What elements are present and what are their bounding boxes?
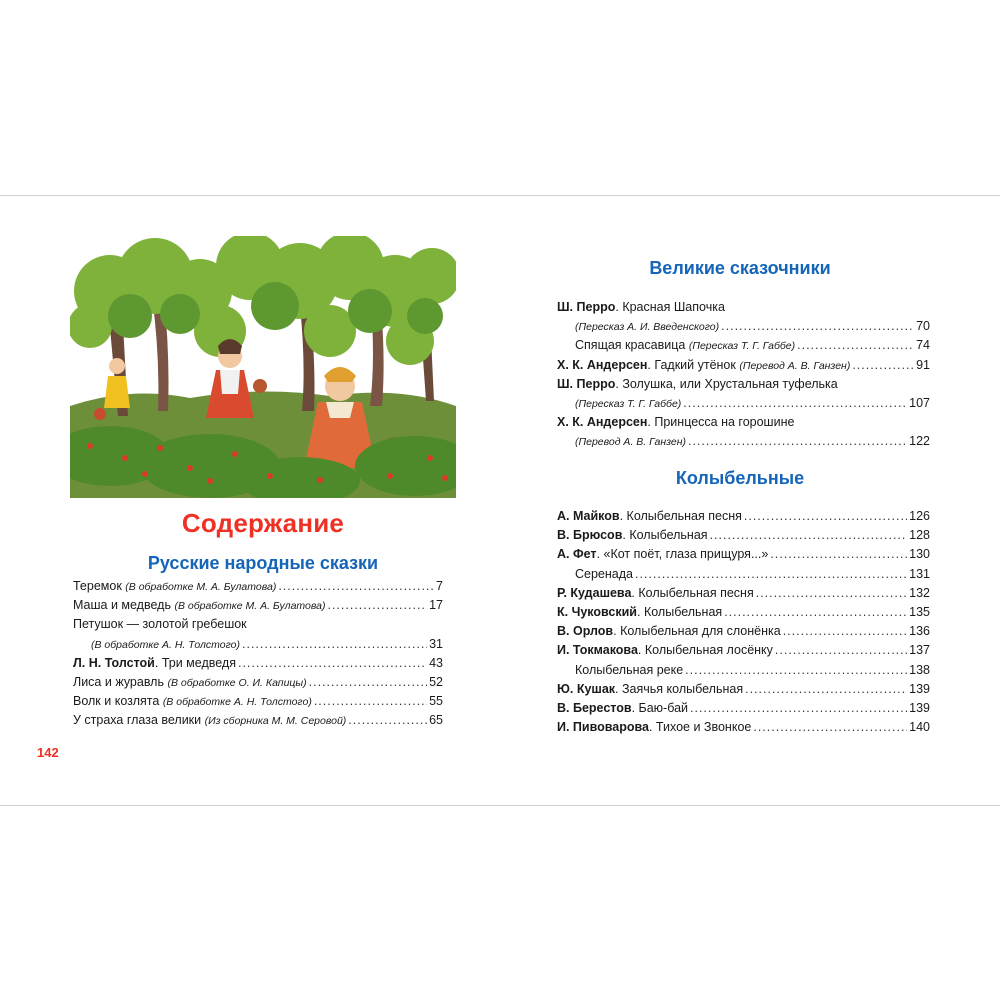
toc-page-number: 70 (916, 319, 930, 334)
toc-title: Теремок (73, 579, 122, 593)
toc-entry: И. Пивоварова. Тихое и Звонкое ..... 140 (557, 718, 930, 737)
toc-note: (В обработке А. Н. Толстого) (162, 696, 312, 709)
toc-entry: Р. Кудашева. Колыбельная песня ..... 132 (557, 584, 930, 603)
toc-page-number: 131 (909, 566, 930, 581)
toc-author: А. Майков (557, 509, 620, 523)
page-number: 142 (37, 745, 59, 760)
toc-author: В. Брюсов (557, 528, 623, 543)
toc-entry: В. Берестов. Баю-бай ..... 139 (557, 699, 930, 718)
toc-note: (В обработке М. А. Булатова) (174, 600, 326, 613)
toc-entry (557, 432, 930, 451)
dot-leader (775, 641, 907, 660)
toc-entry: Ш. Перро. Красная Шапочка (557, 300, 725, 314)
toc-note: (Пересказ Т. Г. Габбе) (575, 397, 682, 410)
toc-entry (557, 661, 930, 680)
section-title-folk-tales: Русские народные сказки (147, 553, 379, 573)
toc-title: Красная Шапочка (622, 300, 725, 314)
toc-entry: Ю. Кушак. Заячья колыбельная ..... 139 (557, 680, 930, 699)
toc-entry (73, 635, 443, 654)
toc-author: Л. Н. Толстой (73, 655, 155, 670)
section-title-great-storytellers: Великие сказочники (649, 258, 831, 278)
toc-entry (73, 692, 443, 711)
dot-leader (242, 635, 427, 654)
dot-leader (683, 394, 907, 413)
toc-entry (557, 394, 930, 413)
toc-page-number: 126 (909, 509, 930, 523)
dot-leader (327, 596, 427, 615)
illustration-berry-picking (70, 236, 456, 498)
toc-author: Х. К. Андерсен (557, 415, 648, 430)
toc-page-number: 91 (916, 357, 930, 372)
toc-title: Серенада (575, 566, 633, 581)
section-title-lullabies: Колыбельные (675, 468, 805, 488)
toc-title: Золушка, или Хрустальная туфелька (622, 376, 838, 391)
toc-note: (Пересказ А. И. Введенского) (575, 321, 720, 334)
toc-entry (557, 565, 930, 584)
dot-leader (745, 680, 907, 699)
toc-note: (В обработке О. И. Капицы) (167, 676, 307, 689)
toc-entry: К. Чуковский. Колыбельная ..... 135 (557, 603, 930, 622)
toc-page-number: 139 (909, 700, 930, 715)
toc-title: Волк и козлята (73, 694, 160, 709)
toc-author: Ш. Перро (557, 300, 616, 314)
toc-author: И. Пивоварова (557, 720, 649, 735)
toc-author: И. Токмакова (557, 643, 638, 658)
dot-leader (852, 356, 914, 375)
toc-title: Колыбельная для слонёнка (620, 624, 781, 639)
dot-leader (721, 317, 914, 336)
toc-note: (Перевод А. В. Ганзен) (575, 436, 686, 449)
toc-title: Лиса и журавль (73, 674, 164, 689)
toc-title: Принцесса на горошине (654, 415, 795, 430)
toc-note: (В обработке М. А. Булатова) (125, 581, 277, 593)
dot-leader (688, 432, 907, 451)
toc-title: Колыбельная реке (575, 662, 684, 677)
toc-note: (Перевод А. В. Ганзен) (739, 359, 851, 372)
dot-leader (685, 661, 907, 680)
toc-list-great-storytellers (557, 298, 930, 452)
toc-page-number: 132 (909, 585, 930, 600)
toc-note: (Из сборника М. М. Серовой) (204, 715, 347, 728)
dot-leader (783, 622, 907, 641)
dot-leader (724, 603, 907, 622)
dot-leader (238, 654, 427, 673)
toc-entry (557, 336, 930, 355)
dot-leader (278, 577, 434, 596)
toc-page-number: 139 (909, 681, 930, 696)
toc-entry: Ш. Перро. Золушка, или Хрустальная туфелька (557, 376, 838, 391)
toc-author: В. Орлов (557, 624, 614, 639)
toc-page-number: 122 (909, 434, 930, 449)
bottom-divider (0, 805, 1000, 806)
dot-leader (635, 565, 907, 584)
toc-page-number: 55 (429, 694, 443, 709)
toc-page-number: 137 (909, 643, 930, 658)
toc-entry (73, 577, 443, 596)
contents-title: Содержание (181, 508, 345, 538)
toc-title: Заячья колыбельная (622, 681, 744, 696)
toc-author: А. Фет (557, 547, 597, 562)
toc-author: Ю. Кушак (557, 681, 616, 696)
toc-title: Колыбельная песня (638, 585, 754, 600)
toc-entry (557, 317, 930, 336)
toc-page-number: 31 (429, 636, 443, 651)
toc-page-number: 140 (909, 720, 930, 735)
toc-author: Х. К. Андерсен (557, 357, 648, 372)
toc-page-number: 7 (436, 579, 443, 593)
toc-entry: Л. Н. Толстой. Три медведя ..... 43 (73, 654, 443, 673)
toc-page-number: 107 (909, 395, 930, 410)
toc-page-number: 65 (429, 713, 443, 728)
toc-entry: А. Фет. «Кот поёт, глаза прищуря...» ..... 130 (557, 545, 930, 564)
dot-leader (753, 718, 907, 737)
dot-leader (348, 711, 427, 730)
toc-entry: И. Токмакова. Колыбельная лосёнку ..... 137 (557, 641, 930, 660)
toc-entry: Х. К. Андерсен. Принцесса на горошине (557, 415, 795, 430)
toc-author: Ш. Перро (557, 376, 616, 391)
toc-list-folk-tales (73, 577, 443, 731)
toc-author: Р. Кудашева (557, 585, 632, 600)
toc-page-number: 43 (429, 655, 443, 670)
toc-author: В. Берестов (557, 700, 632, 715)
dot-leader (314, 692, 427, 711)
toc-page-number: 135 (909, 604, 930, 619)
toc-entry: А. Майков. Колыбельная песня ..... 126 (557, 507, 930, 526)
toc-title: Баю-бай (638, 700, 689, 715)
toc-entry (73, 673, 443, 692)
toc-entry (73, 596, 443, 615)
dot-leader (710, 526, 908, 545)
toc-title: Спящая красавица (575, 338, 686, 353)
toc-title: Три медведя (161, 655, 236, 670)
toc-title: «Кот поёт, глаза прищуря...» (603, 547, 769, 562)
dot-leader (690, 699, 907, 718)
toc-title: Гадкий утёнок (654, 357, 736, 372)
dot-leader (797, 336, 914, 355)
toc-title: Тихое и Звонкое (655, 720, 752, 735)
toc-title: Колыбельная лосёнку (644, 643, 773, 658)
toc-page-number: 130 (909, 547, 930, 562)
toc-page-number: 136 (909, 624, 930, 639)
toc-title: Колыбельная песня (626, 509, 742, 523)
toc-entry (73, 711, 443, 730)
toc-title: Колыбельная (643, 604, 723, 619)
toc-page-number: 138 (909, 662, 930, 677)
toc-page-number: 74 (916, 338, 930, 353)
toc-author: К. Чуковский (557, 604, 637, 619)
dot-leader (744, 507, 907, 526)
toc-title: У страха глаза велики (73, 713, 202, 728)
toc-page-number: 17 (429, 598, 443, 613)
toc-title: Колыбельная (629, 528, 708, 543)
dot-leader (770, 545, 907, 564)
toc-entry: В. Орлов. Колыбельная для слонёнка ..... 136 (557, 622, 930, 641)
toc-entry: Х. К. Андерсен. Гадкий утёнок (Перевод А. В. Ганзен) ..... 91 (557, 356, 930, 375)
dot-leader (756, 584, 907, 603)
toc-page-number: 52 (429, 674, 443, 689)
toc-title: Маша и медведь (73, 598, 171, 613)
toc-page-number: 128 (909, 528, 930, 543)
toc-note: (В обработке А. Н. Толстого) (91, 638, 241, 651)
toc-entry (73, 615, 443, 634)
toc-note: (Пересказ Т. Г. Габбе) (688, 340, 796, 353)
dot-leader (309, 673, 427, 692)
toc-entry: В. Брюсов. Колыбельная ..... 128 (557, 526, 930, 545)
top-divider (0, 195, 1000, 196)
toc-list-lullabies (557, 507, 930, 737)
toc-title: Петушок — золотой гребешок (73, 617, 247, 632)
